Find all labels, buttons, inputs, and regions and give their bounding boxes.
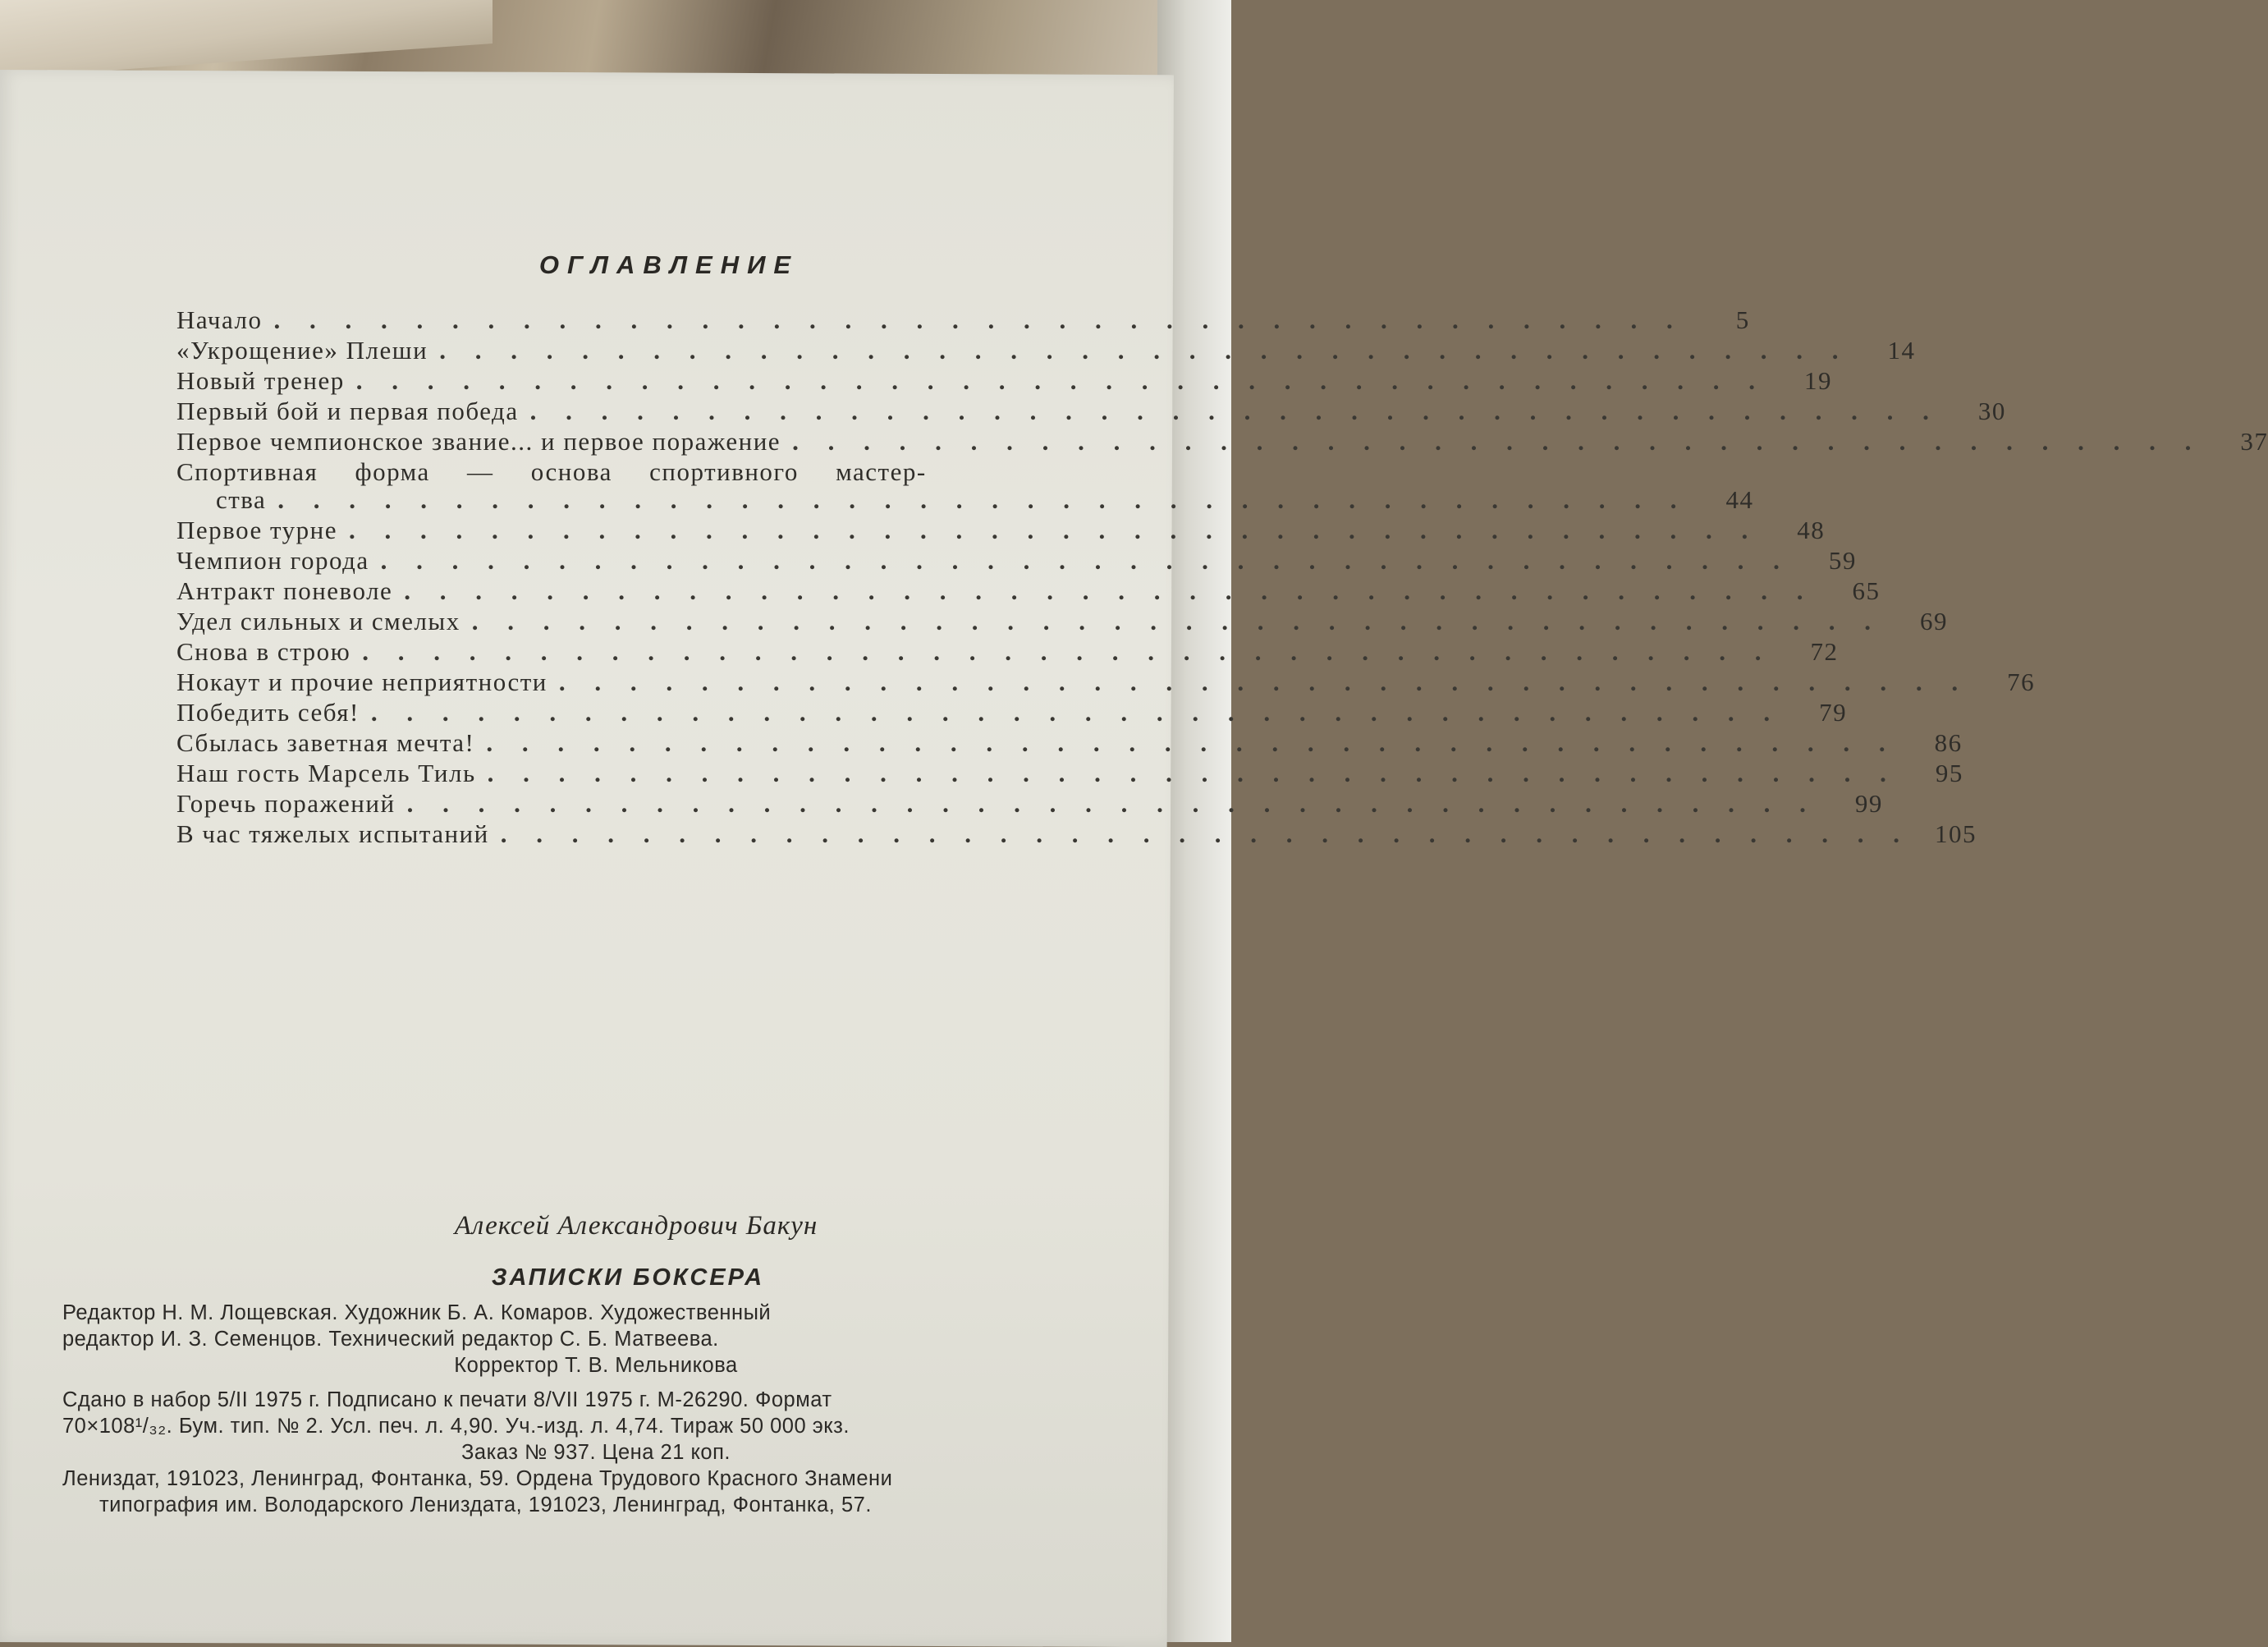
toc-entry-title: Сбылась заветная мечта!	[176, 728, 475, 757]
toc-entry-title: Антракт поневоле	[176, 576, 393, 605]
toc-entry	[176, 637, 1839, 668]
toc-leader-dots: . . . . . . . . . . . . . . . . . . . . . . . . . . . . . . . . . . . . . . . .	[273, 305, 1684, 334]
toc-entry	[176, 607, 1949, 637]
toc-entry-title: Нокаут и прочие неприятности	[176, 668, 548, 696]
toc-entry-page: 76	[2007, 668, 2036, 696]
toc-entry-page: 30	[1977, 397, 2006, 425]
toc-entry-page: 19	[1803, 366, 1832, 395]
toc-entry-page: 5	[1735, 305, 1750, 334]
print-line-3: Заказ № 937. Цена 21 коп.	[461, 1441, 731, 1464]
toc-entry-title: Новый тренер	[176, 366, 345, 395]
toc-entry-page: 44	[1725, 485, 1754, 514]
toc-entry	[176, 789, 1883, 819]
toc-entry-title: Чемпион города	[176, 546, 369, 575]
toc-entry-title: В час тяжелых испытаний	[176, 819, 489, 848]
toc-entry	[176, 546, 1857, 576]
toc-leader-dots: . . . . . . . . . . . . . . . . . . . . . . . . . . . . . . . . . . . . . . . .	[500, 819, 1911, 848]
toc-entry-title: Начало	[176, 305, 263, 334]
toc-leader-dots: . . . . . . . . . . . . . . . . . . . . . . . . . . . . . . . . . . . . . . . .	[406, 789, 1817, 818]
book-title: ЗАПИСКИ БОКСЕРА	[491, 1264, 765, 1291]
toc-entry-page: 48	[1797, 516, 1826, 544]
toc-entry-title: Наш гость Марсель Тиль	[176, 759, 476, 787]
toc-entry	[176, 305, 1750, 336]
toc-entry	[176, 698, 1848, 728]
toc-entry	[176, 728, 1963, 759]
toc-entry	[176, 819, 1977, 850]
toc-leader-dots: . . . . . . . . . . . . . . . . . . . . . . . . . . . . . . . . . . . . . . . .	[355, 366, 1766, 395]
toc-entry-page: 86	[1934, 728, 1963, 757]
toc-leader-dots: . . . . . . . . . . . . . . . . . . . . . . . . . . . . . . . . . . . . . . . .	[348, 516, 1760, 544]
toc-entry-page: 72	[1810, 637, 1839, 666]
background-wood-piece	[0, 0, 493, 78]
toc-entry-page: 59	[1828, 546, 1857, 575]
toc-entry-title: Победить себя!	[176, 698, 360, 727]
colophon-credits	[62, 1300, 1129, 1518]
toc-entry-page: 95	[1935, 759, 1963, 787]
toc-entry-page: 99	[1854, 789, 1883, 818]
toc-leader-dots: . . . . . . . . . . . . . . . . . . . . . . . . . . . . . . . . . . . . . . . .	[370, 698, 1782, 727]
toc-heading: ОГЛАВЛЕНИЕ	[538, 250, 800, 279]
toc-entry-page: 69	[1920, 607, 1949, 635]
table-of-contents	[176, 305, 2268, 850]
toc-leader-dots: . . . . . . . . . . . . . . . . . . . . . . . . . . . . . . . . . . . . . . . .	[362, 637, 1773, 666]
toc-entry-page: 37	[2240, 427, 2268, 456]
toc-entry	[176, 336, 1916, 366]
toc-leader-dots: . . . . . . . . . . . . . . . . . . . . . . . . . . . . . . . . . . . . . . . .	[529, 397, 1940, 425]
toc-leader-dots: . . . . . . . . . . . . . . . . . . . . . . . . . . . . . . . . . . . . . . . .	[558, 668, 1970, 696]
toc-leader-dots: . . . . . . . . . . . . . . . . . . . . . . . . . . . . . . . . . . . . . . . .	[487, 759, 1898, 787]
toc-entry-title: Первый бой и первая победа	[176, 397, 519, 425]
toc-entry	[176, 516, 1826, 546]
toc-entry-continuation	[176, 485, 1754, 516]
print-line-1: Сдано в набор 5/II 1975 г. Подписано к печати 8/VII 1975 г. М-26290. Формат	[62, 1388, 832, 1411]
toc-entry	[176, 457, 1022, 485]
toc-entry	[176, 427, 2268, 457]
author-name: Алексей Александрович Бакун	[454, 1211, 818, 1241]
toc-leader-dots: . . . . . . . . . . . . . . . . . . . . . . . . . . . . . . . . . . . . . . . .	[439, 336, 1850, 365]
publisher-line-2: типография им. Володарского Лениздата, 191023, Ленинград, Фонтанка, 57.	[99, 1493, 872, 1516]
toc-leader-dots: . . . . . . . . . . . . . . . . . . . . . . . . . . . . . . . . . . . . . . . .	[486, 728, 1897, 757]
toc-leader-dots: . . . . . . . . . . . . . . . . . . . . . . . . . . . . . . . . . . . . . . . .	[380, 546, 1791, 575]
toc-entry-title: Снова в строю	[176, 637, 351, 666]
print-line-2: 70×108¹/₃₂. Бум. тип. № 2. Усл. печ. л. 4,90. Уч.-изд. л. 4,74. Тираж 50 000 экз.	[62, 1415, 850, 1438]
toc-leader-dots: . . . . . . . . . . . . . . . . . . . . . . . . . . . . . . . . . . . . . . . .	[404, 576, 1815, 605]
toc-entry-page: 79	[1819, 698, 1848, 727]
toc-entry	[176, 759, 1963, 789]
toc-entry-title: Удел сильных и смелых	[176, 607, 460, 635]
toc-leader-dots: . . . . . . . . . . . . . . . . . . . . . . . . . . . . . . . . . . . . . . . .	[277, 485, 1688, 514]
toc-entry-title-continuation: ства	[216, 485, 267, 514]
toc-entry-title: Горечь поражений	[176, 789, 396, 818]
toc-entry-title: «Укрощение» Плеши	[176, 336, 428, 365]
toc-entry-page: 105	[1934, 819, 1977, 848]
toc-entry	[176, 366, 1832, 397]
toc-entry-page: 65	[1852, 576, 1881, 605]
toc-entry-title: Спортивная форма — основа спортивного мастер-	[176, 457, 927, 486]
toc-entry	[176, 576, 1881, 607]
toc-entry	[176, 397, 2006, 427]
toc-leader-dots: . . . . . . . . . . . . . . . . . . . . . . . . . . . . . . . . . . . . . . . .	[471, 607, 1883, 635]
toc-entry	[176, 668, 2036, 698]
spacer	[62, 1379, 1129, 1387]
toc-entry-title: Первое турне	[176, 516, 337, 544]
toc-entry-title: Первое чемпионское звание... и первое поражение	[176, 427, 781, 456]
editors-line-3: Корректор Т. В. Мельникова	[454, 1354, 738, 1377]
toc-entry-page: 14	[1887, 336, 1916, 365]
editors-line-2: редактор И. З. Семенцов. Технический редактор С. Б. Матвеева.	[62, 1328, 719, 1351]
editors-line-1: Редактор Н. М. Лощевская. Художник Б. А. Комаров. Художественный	[62, 1301, 772, 1324]
toc-leader-dots: . . . . . . . . . . . . . . . . . . . . . . . . . . . . . . . . . . . . . . . .	[792, 427, 2203, 456]
publisher-line-1: Лениздат, 191023, Ленинград, Фонтанка, 59. Ордена Трудового Красного Знамени	[62, 1467, 893, 1490]
